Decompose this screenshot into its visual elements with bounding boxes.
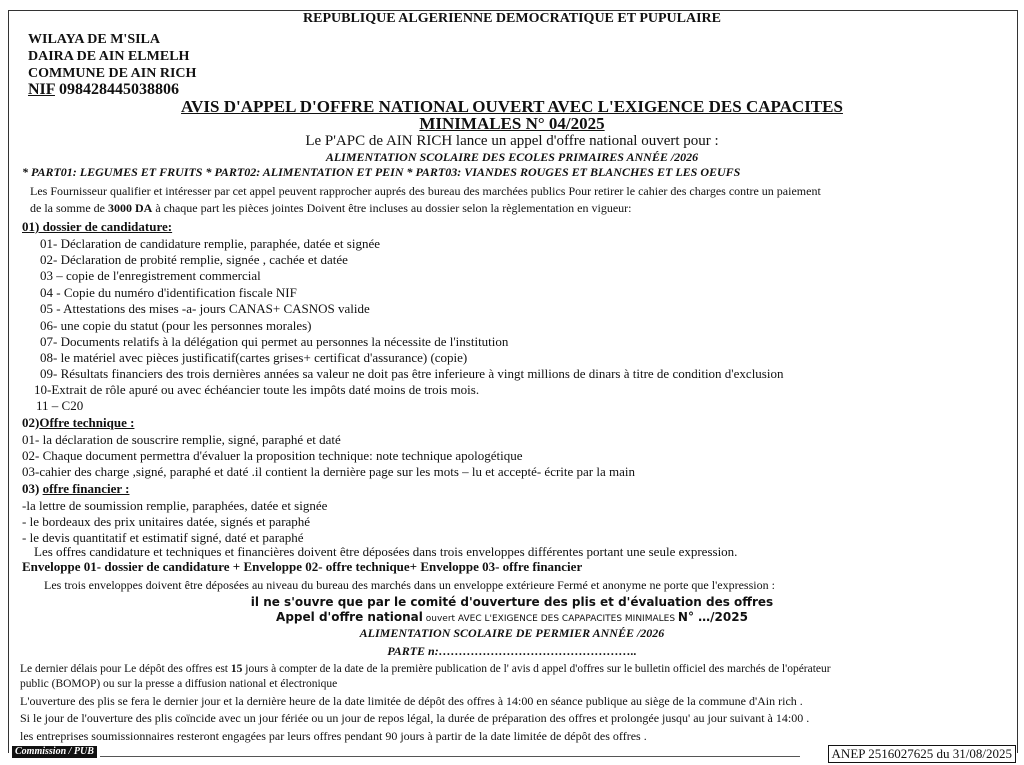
section-title: offre financier : (42, 481, 130, 496)
deadline-line-2: public (BOMOP) ou sur la presse a diffusion national et électronique (20, 678, 338, 690)
list-item: 09- Résultats financiers des trois dernières années sa valeur ne doit pas être inferieure à vingt millions de dinars à titre de condition d'exclusion (40, 366, 784, 381)
list-item: 07- Documents relatifs à la délégation qui permet au personnes la nécessite de l'institution (40, 334, 509, 349)
nif-label: NIF (28, 81, 55, 98)
list-item: 08- le matériel avec pièces justificatif(cartes grises+ certificat d'assurance) (copie) (40, 350, 468, 365)
anep-reference: ANEP 2516027625 du 31/08/2025 (828, 745, 1016, 763)
list-item: 03 – copie de l'enregistrement commercial (40, 268, 261, 283)
intro-paragraph-1: Les Fournisseur qualifier et intéresser par cet appel peuvent rapprocher auprés des bureau des marchées publics Pour retirer le cahier des charges contre un paiement (30, 184, 821, 198)
subject: ALIMENTATION SCOLAIRE DES ECOLES PRIMAIRES ANNÉE /2026 (325, 150, 699, 164)
amount: 3000 DA (107, 201, 153, 215)
envelopes-deposit: Les trois enveloppes doivent être déposées au niveau du bureau des marchés dans un enveloppe extérieure Fermé et anonyme ne porte que l'expression : (44, 578, 775, 592)
opening-statement: L'ouverture des plis se fera le dernier jour et la dernière heure de la date limitée de dépôt des offres à 14:00 en séance publique au siège de la commune d'Ain rich . (20, 694, 803, 708)
text: Appel d'offre national (276, 610, 423, 624)
deadline-line-1 (20, 661, 831, 677)
section-3-heading (22, 481, 129, 497)
intro-paragraph-2 (30, 200, 632, 216)
section-title: Offre technique : (39, 415, 135, 430)
list-item: 02- Déclaration de probité remplie, signée , cachée et datée (40, 252, 348, 267)
footer-commission-label: Commission / PUB (12, 746, 97, 758)
envelope-expression-4: PARTE n:………………………………………….. (387, 644, 637, 658)
envelopes-intro: Les offres candidature et techniques et financières doivent être déposées dans trois enveloppes différentes portant une seule expression. (34, 544, 738, 559)
envelopes-list: Enveloppe 01- dossier de candidature + Enveloppe 02- offre technique+ Enveloppe 03- offre financier (22, 559, 583, 574)
list-item: - le bordeaux des prix unitaires datée, signés et paraphé (22, 514, 311, 529)
list-item: 10-Extrait de rôle apuré ou avec échéancier toute les impôts daté moins de trois mois. (34, 382, 480, 397)
notice-title-line2: MINIMALES N° 04/2025 (419, 114, 605, 133)
section-1-heading: 01) dossier de candidature: (22, 219, 173, 234)
list-item: 05 - Attestations des mises -a- jours CANAS+ CASNOS valide (40, 301, 370, 316)
launch-statement: Le P'APC de AIN RICH lance un appel d'offre national ouvert pour : (305, 133, 719, 149)
list-item: 06- une copie du statut (pour les personnes morales) (40, 318, 312, 333)
republic-heading: REPUBLIQUE ALGERIENNE DEMOCRATIQUE ET PUPULAIRE (303, 11, 721, 26)
footer-divider (100, 756, 800, 757)
section-number: 03) (22, 481, 40, 496)
commune: COMMUNE DE AIN RICH (28, 66, 197, 81)
days: 15 (230, 663, 243, 675)
text: de la somme de (30, 201, 108, 215)
text: jours à compter de la date de la première publication de l' avis d appel d'offres sur le bulletin officiel des marchés de l'opérateur (242, 663, 831, 675)
text: N° …/2025 (677, 610, 748, 624)
text: à chaque part les pièces jointes Doivent être incluses au dossier selon la règlementation en vigueur: (152, 201, 632, 215)
section-2-heading (22, 415, 134, 431)
text: Le dernier délais pour Le dépôt des offres est (20, 663, 231, 675)
holiday-statement: Si le jour de l'ouverture des plis coïncide avec un jour fériée ou un jour de repos légal, la durée de préparation des offres et prolongée jusqu' au jour suivant à 14:00 . (20, 711, 810, 725)
list-item: 01- Déclaration de candidature remplie, paraphée, datée et signée (40, 236, 380, 251)
parts-list: * PART01: LEGUMES ET FRUITS * PART02: ALIMENTATION ET PEIN * PART03: VIANDES ROUGES ET BLANCHES ET LES OEUFS (22, 165, 741, 179)
list-item: 11 – C20 (36, 398, 84, 413)
envelope-expression-3: ALIMENTATION SCOLAIRE DE PERMIER ANNÉE /2026 (359, 626, 665, 640)
list-item: 03-cahier des charge ,signé, paraphé et daté .il contient la dernière page sur les mots – lu et accepté- écrite par la main (22, 464, 636, 479)
nif-value: 098428445038806 (58, 81, 179, 98)
text: ouvert AVEC L'EXIGENCE DES CAPAPACITES MINIMALES (422, 614, 678, 624)
list-item: -la lettre de soumission remplie, paraphées, datée et signée (22, 498, 328, 513)
list-item: - le devis quantitatif et estimatif signé, daté et paraphé (22, 530, 304, 545)
section-number: 02) (22, 415, 40, 430)
nif (28, 82, 179, 98)
wilaya: WILAYA DE M'SILA (28, 32, 161, 47)
daira: DAIRA DE AIN ELMELH (28, 49, 190, 64)
envelope-expression-1: il ne s'ouvre que par le comité d'ouverture des plis et d'évaluation des offres (250, 595, 774, 609)
notice-title-line1: AVIS D'APPEL D'OFFRE NATIONAL OUVERT AVEC L'EXIGENCE DES CAPACITES (181, 97, 843, 116)
list-item: 04 - Copie du numéro d'identification fiscale NIF (40, 285, 297, 300)
list-item: 01- la déclaration de souscrire remplie, signé, paraphé et daté (22, 432, 341, 447)
validity-statement: les entreprises soumissionnaires resteront engagées par leurs offres pendant 90 jours à partir de la date limitée de dépôt des offres . (20, 729, 647, 743)
list-item: 02- Chaque document permettra d'évaluer la proposition technique: note technique apologétique (22, 448, 523, 463)
